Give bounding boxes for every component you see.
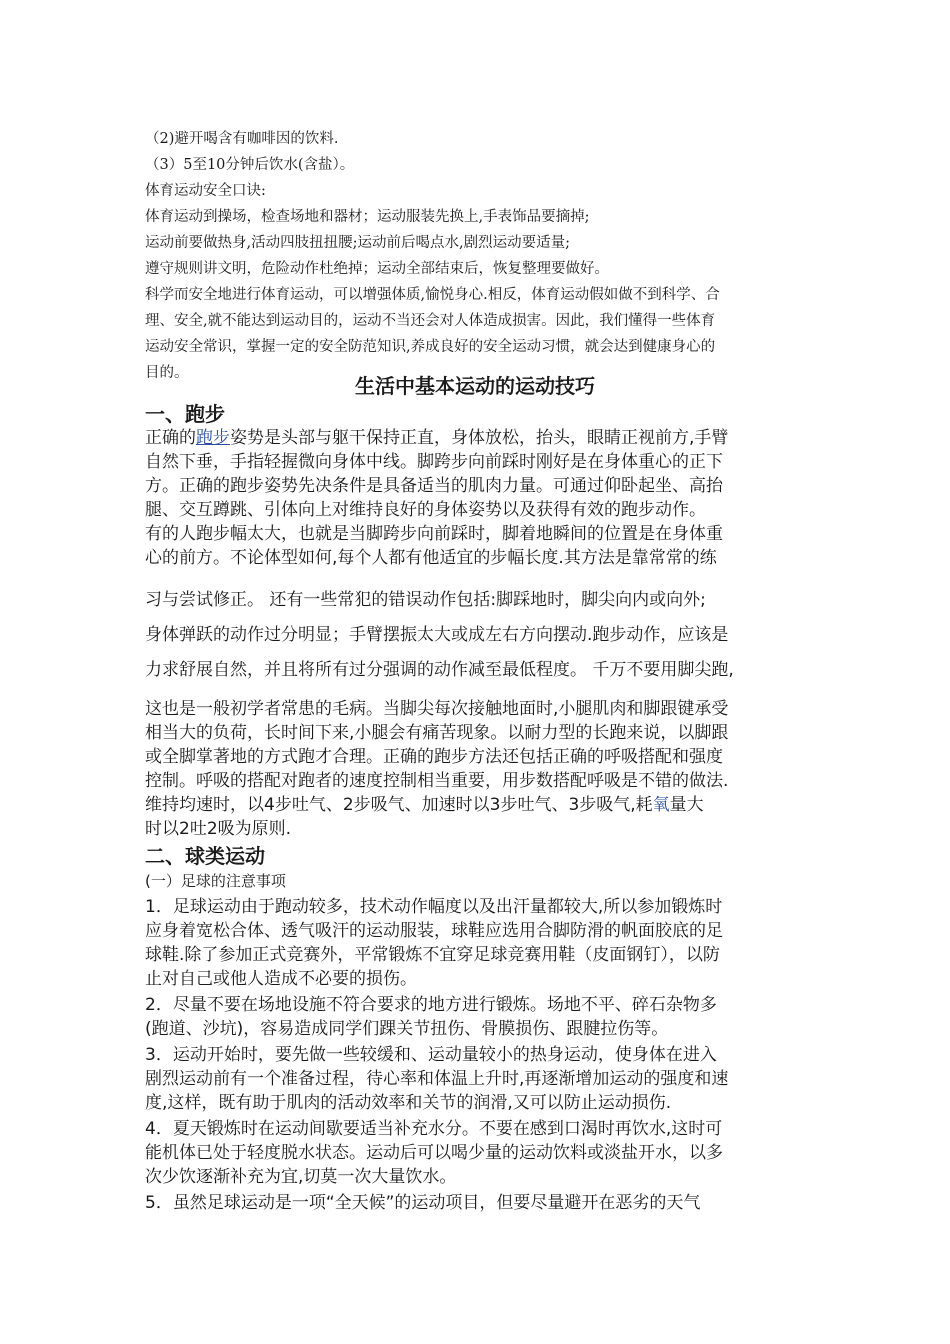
- text-line: 运动前要做热身,活动四肢扭扭腰;运动前后喝点水,剧烈运动要适量;: [145, 235, 570, 251]
- text-line: 球鞋.除了参加正式竞赛外，平常锻炼不宜穿足球竞赛用鞋（皮面钢钉），以防: [145, 945, 720, 965]
- text-span: 姿势是头部与躯干保持正直，身体放松，抬头，眼睛正视前方,手臂: [230, 428, 729, 448]
- text-line: （3）5至10分钟后饮水(含盐）。: [145, 157, 355, 173]
- running-link[interactable]: 跑步: [196, 428, 230, 448]
- text-line: 理、安全,就不能达到运动目的，运动不当还会对人体造成损害。因此，我们懂得一些体育: [145, 313, 716, 329]
- text-line: 5．虽然足球运动是一项“全天候”的运动项目，但要尽量避开在恶劣的天气: [145, 1193, 701, 1213]
- text-line: 相当大的负荷，长时间下来,小腿会有痛苦现象。以耐力型的长跑来说，以脚跟: [145, 723, 729, 743]
- text-line: 遵守规则讲文明，危险动作杜绝掉；运动全部结束后，恢复整理要做好。: [145, 261, 609, 277]
- text-line: [145, 427, 728, 450]
- text-line: 次少饮逐渐补充为宜,切莫一次大量饮水。: [145, 1167, 457, 1187]
- text-line: 目的。: [145, 365, 189, 381]
- text-span: 正确的: [145, 428, 196, 448]
- text-span: 维持均速时，以4步吐气、2步吸气、加速时以3步吐气、3步吸气,耗: [145, 795, 653, 815]
- text-line: 科学而安全地进行体育运动，可以增强体质,愉悦身心.相反，体育运动假如做不到科学、合: [145, 287, 720, 303]
- text-line: 2．尽量不要在场地设施不符合要求的地方进行锻炼。场地不平、碎石杂物多: [145, 995, 717, 1015]
- subsection-heading-football: (一）足球的注意事项: [145, 872, 286, 890]
- text-line: 止对自己或他人造成不必要的损伤。: [145, 969, 417, 989]
- text-line: 腿、交互蹲跳、引体向上对维持良好的身体姿势以及获得有效的跑步动作。: [145, 500, 706, 520]
- text-line: 运动安全常识，掌握一定的安全防范知识,养成良好的安全运动习惯，就会达到健康身心的: [145, 339, 716, 355]
- text-line: 自然下垂，手指轻握微向身体中线。脚跨步向前踩时刚好是在身体重心的正下: [145, 452, 723, 472]
- text-line: 应身着宽松合体、透气吸汗的运动服装，球鞋应选用合脚防滑的帆面胶底的足: [145, 921, 723, 941]
- text-line: 体育运动到操场，检查场地和器材；运动服装先换上,手表饰品要摘掉;: [145, 209, 590, 225]
- page-title: 生活中基本运动的运动技巧: [355, 374, 595, 398]
- oxygen-link[interactable]: 氧: [652, 795, 670, 815]
- text-line: （2)避开喝含有咖啡因的饮料.: [145, 131, 339, 147]
- text-line: [145, 794, 704, 817]
- text-line: 身体弹跃的动作过分明显；手臂摆振太大或成左右方向摆动.跑步动作，应该是: [145, 625, 729, 645]
- text-line: 时以2吐2吸为原则.: [145, 819, 292, 839]
- text-line: 1．足球运动由于跑动较多，技术动作幅度以及出汗量都较大,所以参加锻炼时: [145, 897, 723, 917]
- text-line: 体育运动安全口诀:: [145, 183, 266, 199]
- text-line: 3．运动开始时，要先做一些较缓和、运动量较小的热身运动，使身体在进入: [145, 1045, 717, 1065]
- text-line: 控制。呼吸的搭配对跑者的速度控制相当重要，用步数搭配呼吸是不错的做法.: [145, 771, 729, 791]
- section-heading-ball-sports: 二、球类运动: [145, 844, 265, 868]
- text-line: 4．夏天锻炼时在运动间歇要适当补充水分。不要在感到口渴时再饮水,这时可: [145, 1119, 723, 1139]
- text-line: 能机体已处于轻度脱水状态。运动后可以喝少量的运动饮料或淡盐开水，以多: [145, 1143, 723, 1163]
- text-line: 心的前方。不论体型如何,每个人都有他适宜的步幅长度.其方法是靠常常的练: [145, 548, 717, 568]
- text-line: 或全脚掌著地的方式跑才合理。正确的跑步方法还包括正确的呼吸搭配和强度: [145, 747, 723, 767]
- text-line: 方。正确的跑步姿势先决条件是具备适当的肌肉力量。可通过仰卧起坐、高抬: [145, 476, 723, 496]
- text-line: 习与尝试修正。 还有一些常犯的错误动作包括:脚踩地时，脚尖向内或向外;: [145, 590, 706, 610]
- text-line: 有的人跑步幅太大，也就是当脚跨步向前踩时，脚着地瞬间的位置是在身体重: [145, 524, 723, 544]
- section-heading-running: 一、跑步: [145, 402, 225, 426]
- text-line: 度,这样，既有助于肌肉的活动效率和关节的润滑,又可以防止运动损伤.: [145, 1093, 672, 1113]
- text-line: 力求舒展自然，并且将所有过分强调的动作减至最低程度。 千万不要用脚尖跑,: [145, 660, 734, 680]
- text-line: 剧烈运动前有一个准备过程，待心率和体温上升时,再逐渐增加运动的强度和速: [145, 1069, 729, 1089]
- text-line: 这也是一般初学者常患的毛病。当脚尖每次接触地面时,小腿肌肉和脚跟键承受: [145, 699, 729, 719]
- text-line: (跑道、沙坑)，容易造成同学们踝关节扭伤、骨膜损伤、跟腱拉伤等。: [145, 1019, 669, 1039]
- text-span: 量大: [669, 795, 704, 815]
